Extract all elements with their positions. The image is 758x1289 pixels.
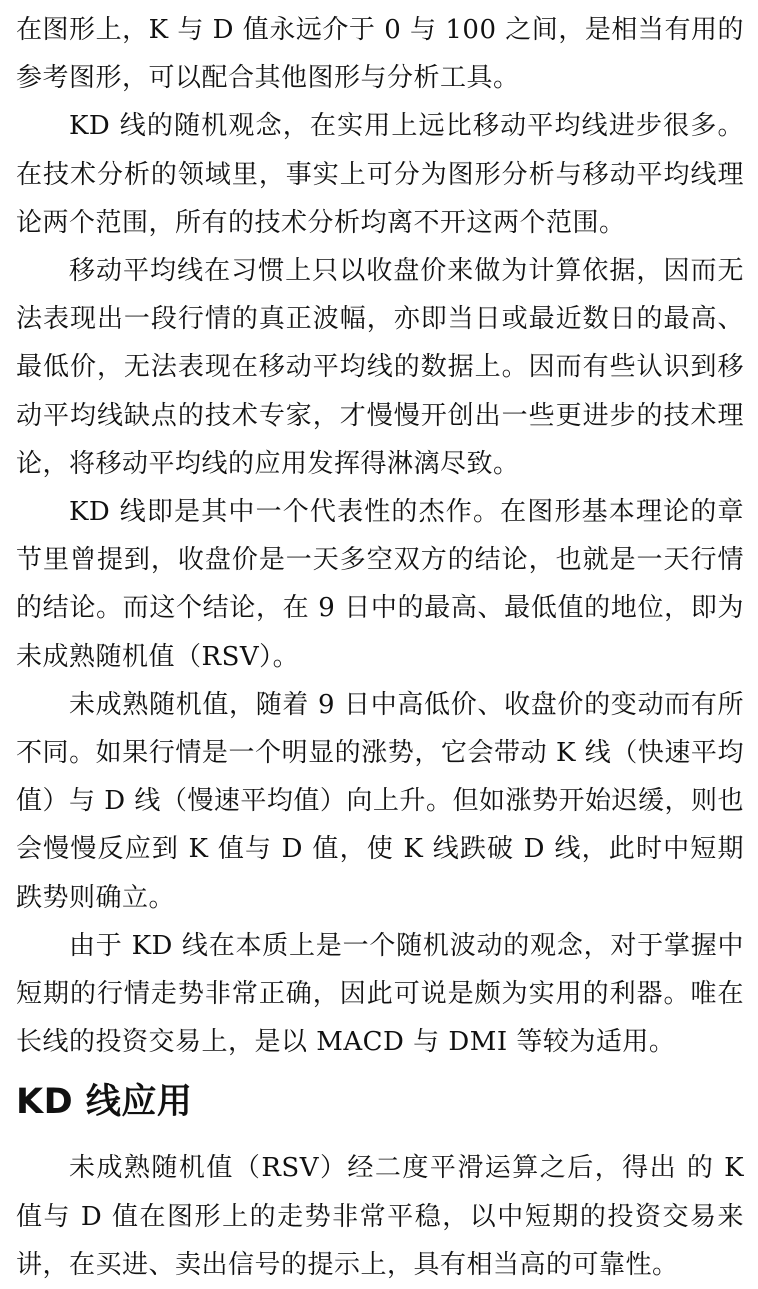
paragraph-5: 未成熟随机值，随着 9 日中高低价、收盘价的变动而有所不同。如果行情是一个明显的涨势，它会带动 K 线（快速平均值）与 D 线（慢速平均值）向上升。但如涨势开始迟缓，则也会慢慢反应到 K 值与 D 值，使 K 线跌破 D 线，此时中短期跌势则确立。 bbox=[16, 689, 744, 913]
paragraph-6: 由于 KD 线在本质上是一个随机波动的观念，对于掌握中短期的行情走势非常正确，因此可说是颇为实用的利器。唯在长线的投资交易上，是以 MACD 与 DMI 等较为适用。 bbox=[16, 930, 744, 1058]
section-heading: KD 线应用 bbox=[16, 1082, 193, 1123]
paragraph-2: KD 线的随机观念，在实用上远比移动平均线进步很多。在技术分析的领域里，事实上可分为图形分析与移动平均线理论两个范围，所有的技术分析均离不开这两个范围。 bbox=[16, 111, 744, 238]
paragraph-3: 移动平均线在习惯上只以收盘价来做为计算依据，因而无法表现出一段行情的真正波幅，亦即当日或最近数日的最高、最低价，无法表现在移动平均线的数据上。因而有些认识到移动平均线缺点的技术专家，才慢慢开创出一些更进步的技术理论，将移动平均线的应用发挥得淋漓尽致。 bbox=[16, 256, 744, 479]
paragraph-1: 在图形上，K 与 D 值永远介于 0 与 100 之间，是相当有用的参考图形，可以配合其他图形与分析工具。 bbox=[16, 15, 744, 94]
paragraph-4: KD 线即是其中一个代表性的杰作。在图形基本理论的章节里曾提到，收盘价是一天多空双方的结论，也就是一天行情的结论。而这个结论，在 9 日中的最高、最低值的地位，即为未成熟随机值（RSV）。 bbox=[16, 497, 744, 672]
paragraph-7: 未成熟随机值（RSV）经二度平滑运算之后，得出 的 K 值与 D 值在图形上的走势非常平稳，以中短期的投资交易来讲，在买进、卖出信号的提示上，具有相当高的可靠性。 bbox=[16, 1153, 744, 1280]
